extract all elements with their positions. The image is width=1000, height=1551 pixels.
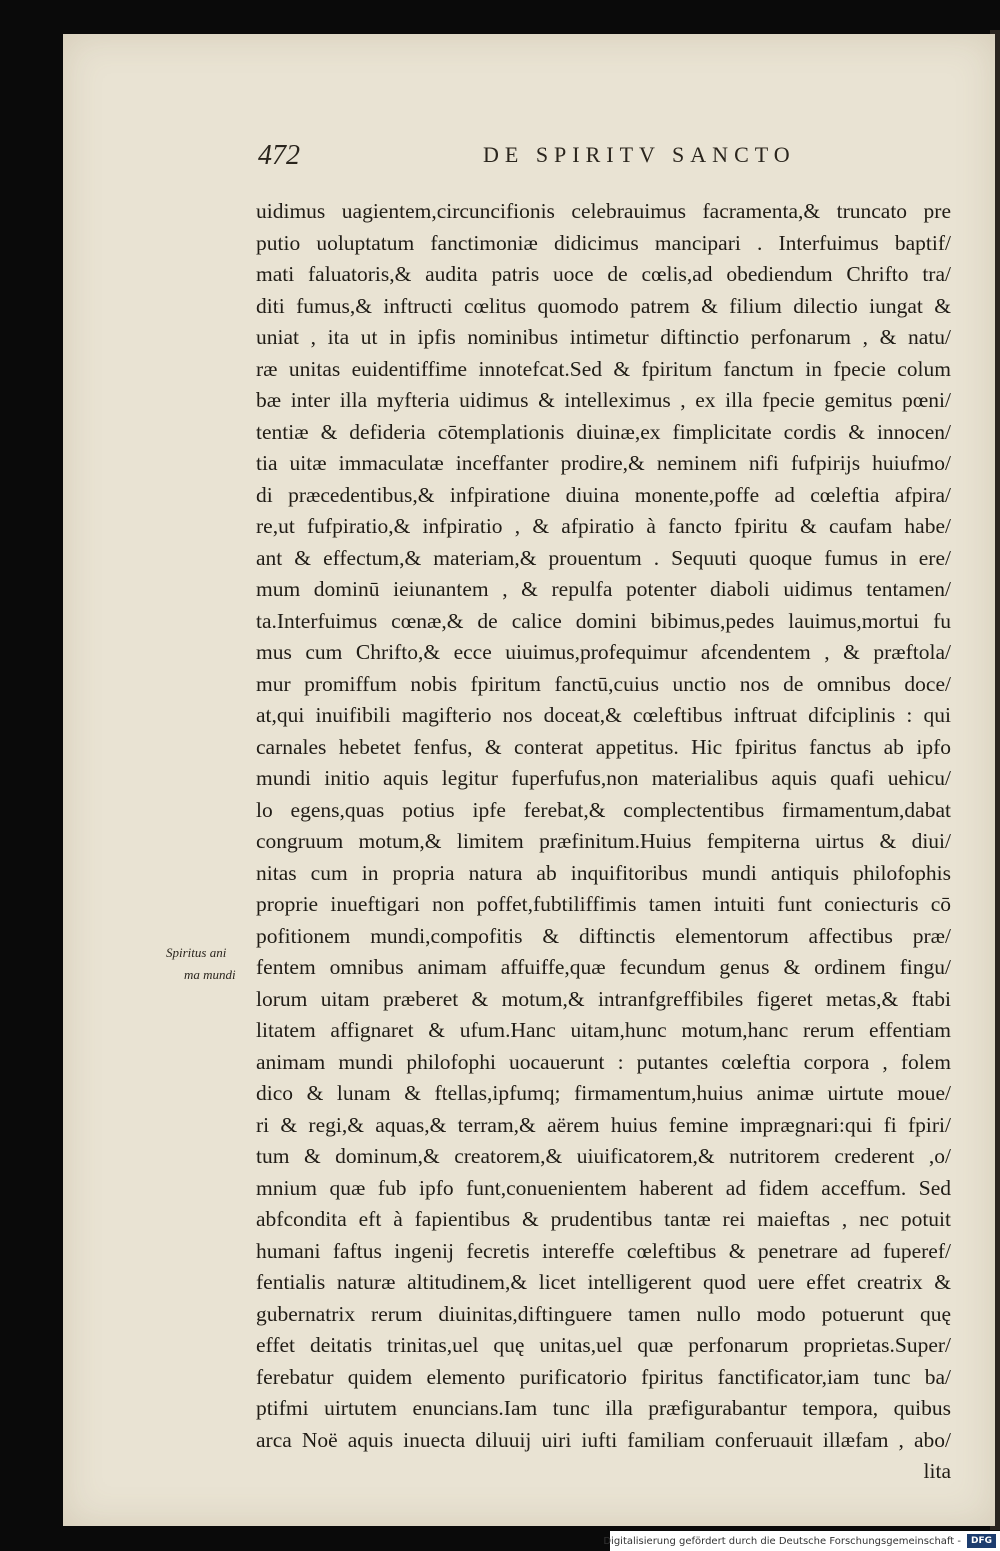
text-line: lorum uitam præberet & motum,& intranfgreffibiles figeret metas,& ftabi [256, 986, 951, 1011]
text-line: fentem omnibus animam affuiffe,quæ fecundum genus & ordinem fingu/ [256, 955, 951, 979]
text-line: mur promiffum nobis fpiritum fanctū,cuius unctio nos de omnibus doce/ [256, 671, 951, 696]
text-line: abfcondita eft à fapientibus & prudentibus tantæ rei maieftas , nec potuit [256, 1207, 951, 1231]
footer-credit: Digitalisierung gefördert durch die Deutsche Forschungsgemeinschaft - [603, 1535, 961, 1547]
text-line: nitas cum in propria natura ab inquifitoribus mundi antiquis philofophis [256, 860, 951, 885]
text-line: fentialis naturæ altitudinem,& licet intelligerent quod uere effet creatrix & [256, 1270, 951, 1294]
catchword: lita [923, 1459, 951, 1483]
text-line: effet deitatis trinitas,uel quę unitas,uel quæ perfonarum proprietas.Super/ [256, 1333, 951, 1357]
text-line: mum dominū ieiunantem , & repulfa potenter diaboli uidimus tentamen/ [256, 577, 951, 601]
text-line: dico & lunam & ftellas,ipfumq; firmamentum,huius animæ uirtute moue/ [256, 1081, 951, 1105]
text-line: tia uitæ immaculatæ inceffanter prodire,& neminem nifi fufpirijs huiufmo/ [256, 451, 951, 475]
text-line: at,qui inuifibili magifterio nos doceat,& cœleftibus inftruat difciplinis : qui [256, 703, 951, 727]
text-line: ri & regi,& aquas,& terram,& aërem huius femine imprægnari:qui fi fpiri/ [256, 1112, 951, 1137]
text-line: mus cum Chrifto,& ecce uiuimus,profequimur afcendentem , & præftola/ [256, 640, 951, 664]
text-line: ptifmi uirtutem enuncians.Iam tunc illa præfigurabantur tempora, quibus [256, 1396, 951, 1420]
text-line: congruum motum,& limitem præfinitum.Huius fempiterna uirtus & diui/ [256, 829, 951, 853]
dfg-logo: DFG [967, 1534, 996, 1548]
running-head [258, 140, 798, 180]
text-line: ta.Interfuimus cœnæ,& de calice domini bibimus,pedes lauimus,mortui fu [256, 608, 951, 633]
text-line: ferebatur quidem elemento purificatorio fpiritus fanctificator,iam tunc ba/ [256, 1364, 951, 1389]
text-line: ræ unitas euidentiffime innotefcat.Sed & fpiritum fanctum in fpecie colum [256, 356, 951, 381]
marginal-note-line: Spiritus ani [166, 945, 227, 960]
text-line: pofitionem mundi,compofitis & diftinctis elementorum affectibus præ/ [256, 923, 951, 948]
text-line: arca Noë aquis inuecta diluuij uiri iufti familiam conferuauit illæfam , abo/ [256, 1427, 951, 1452]
text-line: humani faftus ingenij fecretis intereffe cœleftibus & penetrare ad fuperef/ [256, 1238, 951, 1263]
text-line: uidimus uagientem,circuncifionis celebrauimus facramenta,& truncato pre [256, 199, 951, 223]
text-line: lo egens,quas potius ipfe ferebat,& complectentibus firmamentum,dabat [256, 797, 951, 822]
text-line: mundi initio aquis legitur fuperfufus,non materialibus aquis quafi uehicu/ [256, 766, 951, 790]
text-line: animam mundi philofophi uocauerunt : putantes cœleftia corpora , folem [256, 1049, 951, 1074]
text-line: ant & effectum,& materiam,& prouentum . Sequuti quoque fumus in ere/ [256, 545, 951, 570]
text-line: di præcedentibus,& infpiratione diuina monente,poffe ad cœleftia afpira/ [256, 482, 951, 507]
text-line: uniat , ita ut in ipfis nominibus intimetur diftinctio perfonarum , & natu/ [256, 325, 951, 349]
text-line: re,ut fufpiratio,& infpiratio , & afpiratio à fancto fpiritu & caufam habe/ [256, 514, 951, 538]
text-line: tum & dominum,& creatorem,& uiuificatorem,& nutritorem crederent ,o/ [256, 1144, 951, 1168]
text-line: proprie inueftigari non poffet,fubtiliffimis tamen intuiti funt coniecturis cō [256, 892, 951, 916]
text-line: bæ inter illa myfteria uidimus & intelleximus , ex illa fpecie gemitus pœni/ [256, 388, 951, 412]
marginal-note [166, 942, 256, 986]
text-line: gubernatrix rerum diuinitas,diftinguere tamen nullo modo potuerunt quę [256, 1301, 951, 1326]
main-text [256, 196, 956, 1488]
text-line: tentiæ & defideria cōtemplationis diuinæ,ex fimplicitate cordis & innocen/ [256, 419, 951, 444]
text-line: mati faluatoris,& audita patris uoce de cœlis,ad obediendum Chrifto tra/ [256, 262, 951, 286]
footer-banner [603, 1531, 1000, 1551]
text-line: diti fumus,& inftructi cœlitus quomodo patrem & filium dilectio iungat & [256, 293, 951, 318]
text-line: mnium quæ fub ipfo funt,conuenientem haberent ad fidem acceffum. Sed [256, 1175, 951, 1200]
text-line: carnales hebetet fenfus, & conterat appetitus. Hic fpiritus fanctus ab ipfo [256, 734, 951, 759]
running-title: DE SPIRITV SANCTO [483, 142, 796, 167]
text-line: litatem affignaret & ufum.Hanc uitam,hunc motum,hanc rerum effentiam [256, 1018, 951, 1042]
page-number: 472 [258, 140, 300, 171]
text-line: putio uoluptatum fanctimoniæ didicimus mancipari . Interfuimus baptif/ [256, 230, 951, 255]
marginal-note-line: ma mundi [184, 967, 236, 982]
